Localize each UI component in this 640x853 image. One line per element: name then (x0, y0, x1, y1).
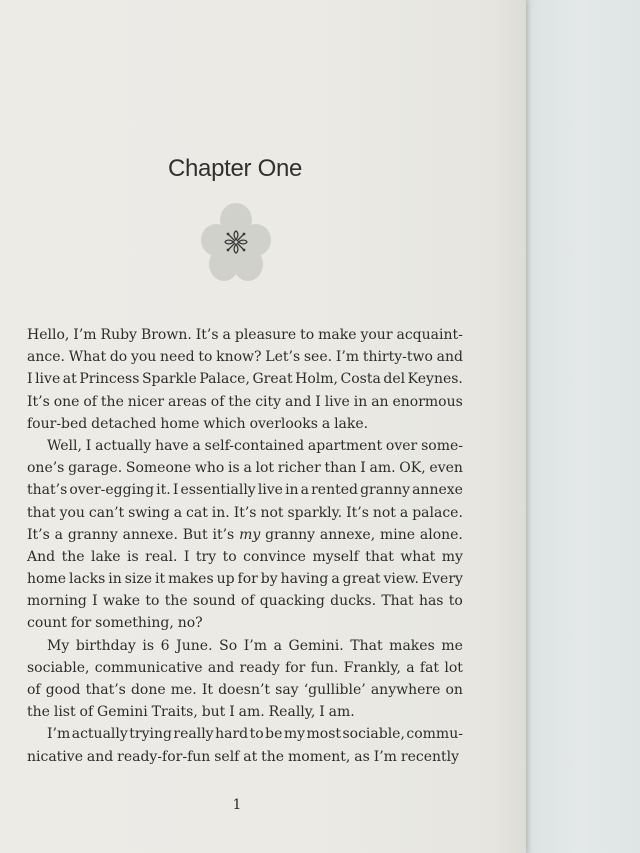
word: a (399, 504, 409, 521)
word: a (331, 571, 340, 588)
word: nicative (27, 748, 83, 765)
word: some- (421, 437, 463, 454)
word: is (228, 460, 240, 477)
word: on (445, 682, 463, 698)
word: lake. (334, 415, 369, 432)
word: I’m (335, 349, 360, 366)
word: lot (444, 659, 463, 676)
text-line (27, 657, 463, 679)
word: That (381, 593, 414, 610)
word: commu- (406, 726, 463, 743)
word: myself (312, 548, 359, 565)
word: even (429, 460, 463, 477)
word: is (142, 637, 155, 654)
word: swing (128, 504, 170, 521)
word: Every (421, 571, 463, 588)
word: the (61, 548, 85, 565)
word: of (210, 393, 225, 410)
word: a (173, 504, 183, 521)
word: Sparkle (141, 371, 197, 388)
text-line (27, 502, 463, 524)
word: It’s (27, 526, 50, 543)
word: hard (215, 726, 249, 743)
word: know? (216, 349, 262, 366)
word: to (249, 726, 264, 743)
word: no? (177, 615, 203, 632)
word: a (406, 659, 415, 676)
word: And (27, 548, 56, 565)
word: Frankly, (343, 659, 401, 676)
word: it’s (212, 526, 235, 543)
word: But (182, 526, 208, 543)
word: having (280, 571, 329, 588)
word: ance. (27, 349, 65, 366)
word: Gemini (97, 704, 148, 721)
word: anywhere (370, 682, 441, 698)
word: actually (71, 726, 128, 743)
word: moment, (288, 748, 351, 765)
text-line (27, 746, 463, 768)
text-line (27, 391, 463, 413)
word: to (222, 548, 237, 565)
word: self (214, 748, 240, 765)
page-number: 1 (232, 797, 242, 813)
word: one (53, 393, 80, 410)
word: but (201, 704, 226, 721)
word: have (155, 437, 189, 454)
word: June. (176, 637, 213, 654)
word: annexe, (319, 526, 376, 543)
word: done (130, 682, 166, 698)
text-line (27, 679, 463, 701)
word: quacking (259, 593, 325, 610)
word: the (261, 748, 285, 765)
text-line (27, 701, 463, 723)
word: be (265, 726, 283, 743)
chapter-title: Chapter One (167, 155, 303, 182)
word: in (108, 571, 122, 588)
word: Costa (340, 371, 381, 388)
word: live (324, 393, 350, 410)
word: essentially (180, 482, 256, 499)
word: I (229, 704, 235, 721)
text-line (27, 568, 463, 590)
word: make (318, 327, 357, 343)
word: palace. (412, 504, 463, 521)
text-line (27, 479, 463, 501)
word: My (47, 637, 70, 654)
word: rented (311, 482, 358, 499)
word: and (207, 659, 235, 676)
word: of (240, 593, 255, 610)
word: I’m (47, 726, 71, 743)
word: sparkly. (287, 504, 343, 521)
word: I (92, 593, 98, 610)
word: of (27, 682, 41, 698)
word: del (383, 371, 406, 388)
word: and (284, 393, 312, 410)
word: the (27, 704, 50, 721)
word: lacks (68, 571, 106, 588)
word: me. (170, 682, 197, 698)
word: that’s (27, 482, 68, 499)
word: and (86, 748, 114, 765)
word: convince (243, 548, 306, 565)
word: the (228, 393, 252, 410)
word: Ruby (100, 327, 137, 343)
word: it. (156, 482, 171, 499)
word: Traits, (151, 704, 198, 721)
text-line (27, 413, 463, 435)
word: a (243, 460, 252, 477)
word: Brown. (140, 327, 192, 343)
word: garage. (68, 460, 123, 477)
word: by (260, 571, 278, 588)
word: me (441, 637, 463, 654)
word: which (203, 415, 246, 432)
word: ducks. (330, 593, 377, 610)
word: great (342, 571, 381, 588)
word: Really, (268, 704, 316, 721)
word: richer (277, 460, 321, 477)
word: your (360, 327, 393, 343)
word: that’s (85, 682, 126, 698)
word: granny (265, 526, 316, 543)
word: sociable, (27, 659, 90, 676)
word: you (59, 504, 85, 521)
text-line (27, 324, 463, 346)
text-line (27, 612, 463, 634)
word: see. (303, 349, 333, 366)
text-line (27, 590, 463, 612)
word: am. (238, 704, 265, 721)
word: my (283, 726, 306, 743)
word: up (216, 571, 235, 588)
word: It’s (27, 393, 50, 410)
word: a (54, 526, 63, 543)
word: live (35, 371, 61, 388)
word: in. (211, 504, 230, 521)
word: I (360, 460, 366, 477)
word: real. (145, 548, 178, 565)
word: Holm, (295, 371, 338, 388)
word: Gemini. (288, 637, 344, 654)
word: you (130, 349, 157, 366)
word: It’s (233, 504, 257, 521)
word: a (222, 327, 231, 343)
word: say (275, 682, 299, 698)
word: not (260, 504, 284, 521)
word: live (257, 482, 283, 499)
word: and (436, 349, 463, 366)
word: not (372, 504, 396, 521)
word: I (172, 482, 179, 499)
word: it (155, 571, 166, 588)
word: list (53, 704, 76, 721)
word: thirty-two (362, 349, 433, 366)
word: actually (95, 437, 152, 454)
word: wake (102, 593, 141, 610)
word: recently (400, 748, 460, 765)
word: cat (186, 504, 208, 521)
word: birthday (75, 637, 136, 654)
text-line (27, 524, 463, 546)
word: for (285, 659, 306, 676)
word: that (27, 504, 56, 521)
word: overlooks (249, 415, 318, 432)
word: I (183, 548, 190, 565)
word: nicer (127, 393, 165, 410)
word: an (371, 393, 389, 410)
word: It’s (195, 327, 219, 343)
word: doesn’t (218, 682, 271, 698)
word: makes (168, 571, 214, 588)
word: a (321, 415, 331, 432)
word: I (319, 704, 325, 721)
word: sociable, (342, 726, 405, 743)
word: city (255, 393, 282, 410)
word: my (441, 548, 463, 565)
floral-ornament-icon (200, 202, 272, 286)
word: granny (67, 526, 118, 543)
word: trying (129, 726, 172, 743)
word: size (124, 571, 153, 588)
word: It’s (346, 504, 369, 521)
word: I (85, 437, 92, 454)
word: I’m (73, 327, 97, 343)
word: good (45, 682, 81, 698)
word: to (300, 327, 315, 343)
word: view. (383, 571, 419, 588)
chapter-body-text (27, 324, 463, 768)
word: is (127, 548, 139, 565)
word: home (27, 571, 67, 588)
word: Princess (79, 371, 140, 388)
word: Great (252, 371, 293, 388)
word: to (145, 593, 160, 610)
word: a (300, 482, 310, 499)
word: ready-for-fun (117, 748, 211, 765)
text-line (27, 346, 463, 368)
word: four-bed (27, 415, 88, 432)
word: I’m (373, 748, 397, 765)
word: granny (360, 482, 411, 499)
word: annexe (412, 482, 463, 499)
word: over-egging (69, 482, 155, 499)
text-line (27, 635, 463, 657)
word: than (324, 460, 357, 477)
word: So (219, 637, 238, 654)
word: try (195, 548, 217, 565)
word: can’t (88, 504, 125, 521)
word: makes (389, 637, 435, 654)
word: fun. (310, 659, 339, 676)
backdrop (520, 0, 640, 853)
word: need (160, 349, 195, 366)
word: annexe. (122, 526, 178, 543)
word: I (315, 393, 321, 410)
word: apartment (307, 437, 383, 454)
word: alone. (419, 526, 463, 543)
word: over (385, 437, 418, 454)
word: lot (255, 460, 275, 477)
word: areas (168, 393, 207, 410)
word: I’m (243, 637, 267, 654)
word: of (79, 704, 94, 721)
text-line (27, 546, 463, 568)
word: am. (369, 460, 396, 477)
word: It (201, 682, 213, 698)
word: ‘gullible’ (303, 682, 366, 698)
word: in (353, 393, 368, 410)
word: I (27, 371, 33, 388)
word: Palace, (199, 371, 250, 388)
word: who (194, 460, 225, 477)
word: the (164, 593, 188, 610)
text-line (27, 457, 463, 479)
text-line (27, 723, 463, 745)
word: What (68, 349, 107, 366)
word: as (354, 748, 370, 765)
word: something, (95, 615, 174, 632)
word: most (306, 726, 341, 743)
word: am. (328, 704, 355, 721)
word: at (243, 748, 258, 765)
word: mine (379, 526, 416, 543)
word: communicative (94, 659, 203, 676)
word: That (350, 637, 383, 654)
word: ready (239, 659, 280, 676)
word: enormous (392, 393, 463, 410)
word: to (198, 349, 213, 366)
word: a (273, 637, 282, 654)
word: pleasure (234, 327, 297, 343)
word: to (448, 593, 463, 610)
word: Someone (125, 460, 192, 477)
word: Keynes. (407, 371, 463, 388)
word: my (239, 526, 261, 543)
word: lake (90, 548, 121, 565)
word: Hello, (27, 327, 70, 343)
word: has (418, 593, 444, 610)
word: that (365, 548, 394, 565)
word: in (285, 482, 299, 499)
word: home (160, 415, 200, 432)
text-line (27, 368, 463, 390)
word: what (400, 548, 436, 565)
word: count (27, 615, 67, 632)
word: OK, (399, 460, 426, 477)
word: self-contained (204, 437, 305, 454)
word: 6 (160, 637, 170, 654)
word: at (62, 371, 77, 388)
word: morning (27, 593, 87, 610)
word: for (237, 571, 258, 588)
word: acquaint- (396, 327, 463, 343)
word: do (109, 349, 128, 366)
word: of (83, 393, 97, 410)
word: for (70, 615, 92, 632)
word: Let’s (265, 349, 301, 366)
word: Well, (47, 437, 82, 454)
word: really (173, 726, 214, 743)
word: detached (91, 415, 157, 432)
word: sound (192, 593, 236, 610)
text-line (27, 435, 463, 457)
word: fat (419, 659, 440, 676)
word: one’s (27, 460, 65, 477)
word: a (192, 437, 201, 454)
word: the (100, 393, 124, 410)
